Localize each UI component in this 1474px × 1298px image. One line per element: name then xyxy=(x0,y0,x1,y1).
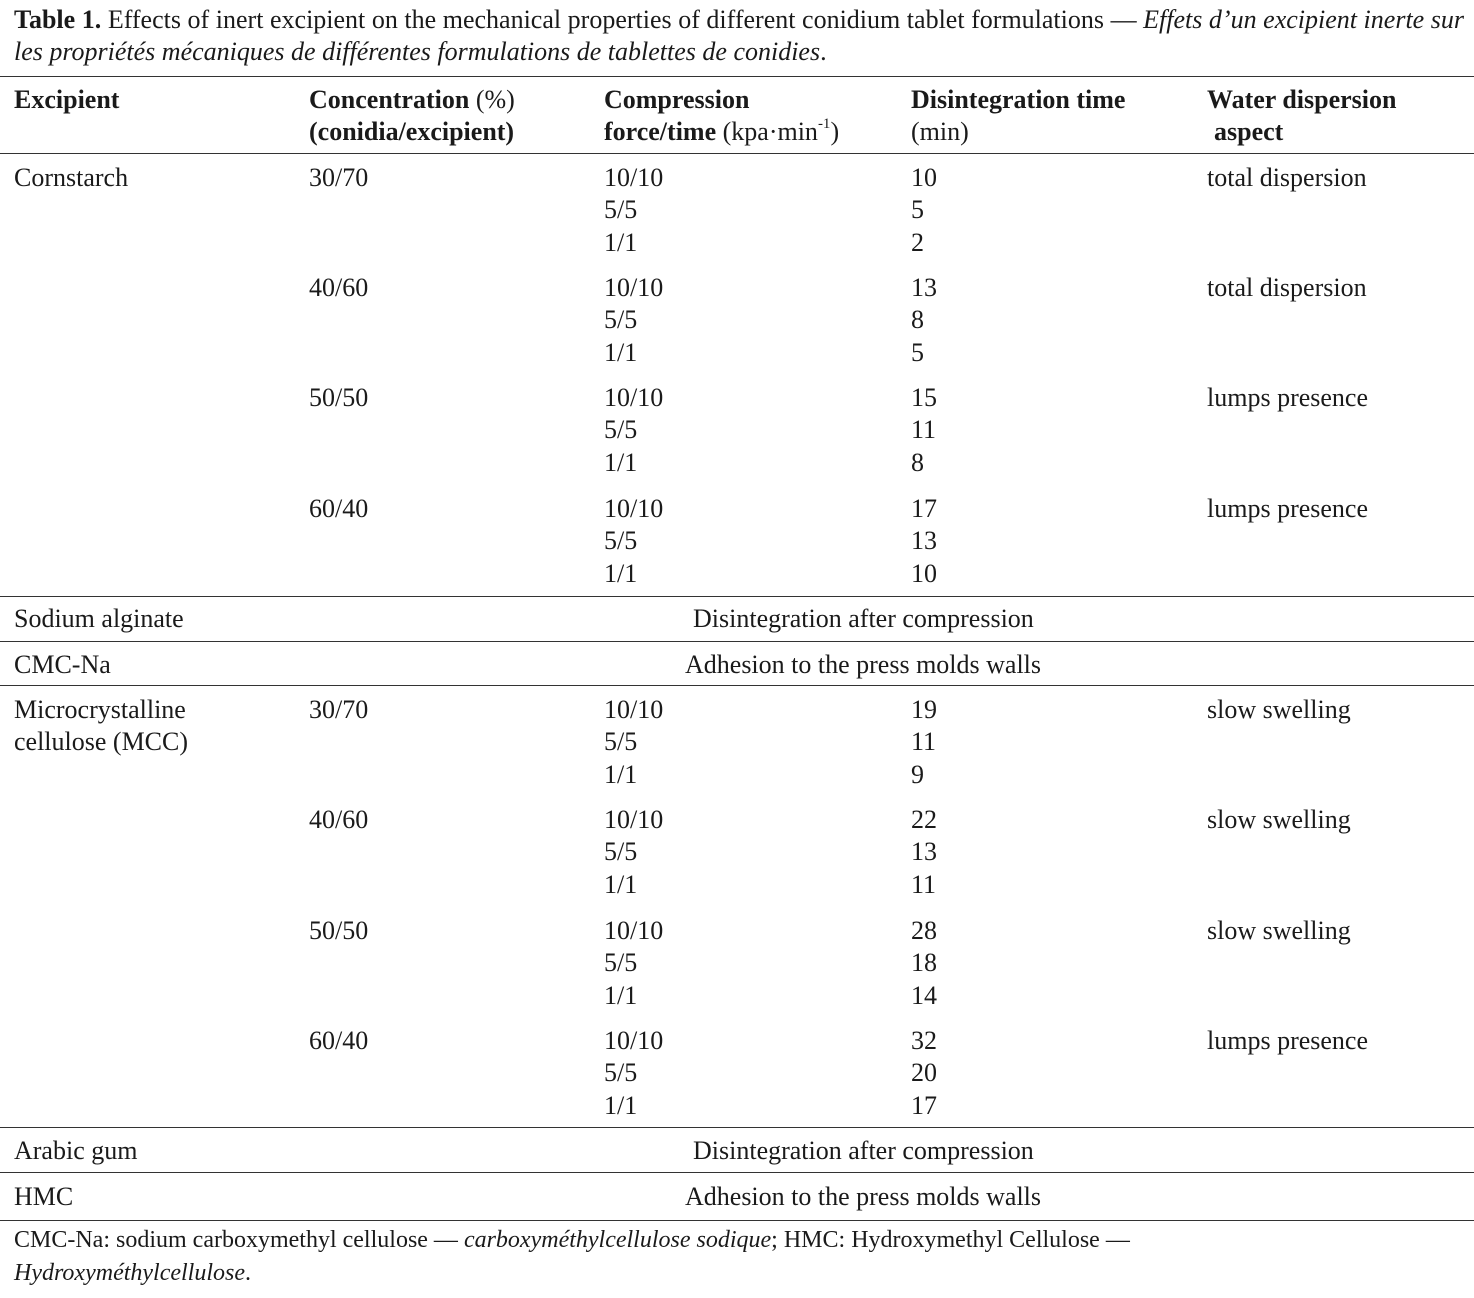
force-cell: 5/5 xyxy=(604,305,638,335)
conc-cell: 40/60 xyxy=(309,273,369,302)
time-stack xyxy=(911,694,937,791)
conc-cell: 30/70 xyxy=(309,695,369,724)
time-cell: 11 xyxy=(911,727,937,757)
aspect-cell: lumps presence xyxy=(1207,383,1369,412)
force-cell: 5/5 xyxy=(604,948,638,978)
force-cell: 10/10 xyxy=(604,383,664,412)
force-cell: 5/5 xyxy=(604,415,638,445)
header-excipient: Excipient xyxy=(14,85,120,114)
header-comp-close: ) xyxy=(830,117,840,146)
header-conc-title: Concentration xyxy=(309,85,470,114)
time-cell: 10 xyxy=(911,163,937,192)
aspect-cell: total dispersion xyxy=(1207,163,1367,192)
time-cell: 11 xyxy=(911,869,937,899)
footnote-end: . xyxy=(245,1260,252,1286)
force-cell: 10/10 xyxy=(604,916,664,945)
force-cell: 1/1 xyxy=(604,980,638,1010)
caption-text-fr: Effets d’un excipient inerte sur les propriétés mécaniques de différentes formulations de tablettes de conidies xyxy=(14,5,1465,66)
time-cell: 17 xyxy=(911,1090,937,1120)
force-cell: 10/10 xyxy=(604,805,664,834)
time-cell: 11 xyxy=(911,415,937,445)
force-stack xyxy=(604,804,663,901)
header-water-1: Water dispersion xyxy=(1207,85,1397,114)
force-cell: 1/1 xyxy=(604,447,638,477)
note-text: Disintegration after compression xyxy=(693,1136,1034,1165)
time-stack xyxy=(911,493,937,590)
aspect-cell: lumps presence xyxy=(1207,494,1369,523)
time-cell: 5 xyxy=(911,337,924,367)
conc-cell: 60/40 xyxy=(309,1026,369,1055)
bottom-rule xyxy=(0,1220,1474,1221)
force-cell: 5/5 xyxy=(604,837,638,867)
force-stack xyxy=(604,162,663,259)
note-excipient: Sodium alginate xyxy=(14,604,184,633)
header-comp-ft: force/time xyxy=(604,117,717,146)
force-cell: 1/1 xyxy=(604,1090,638,1120)
header-disintegration xyxy=(911,84,1125,148)
header-water xyxy=(1207,84,1396,148)
aspect-cell: lumps presence xyxy=(1207,1026,1369,1055)
footnote-b: ; HMC: Hydroxymethyl Cellulose — xyxy=(771,1227,1130,1253)
row-rule xyxy=(0,1172,1474,1173)
group-excipient-line: Microcrystalline xyxy=(14,695,186,724)
force-cell: 1/1 xyxy=(604,869,638,899)
force-cell: 5/5 xyxy=(604,526,638,556)
time-cell: 2 xyxy=(911,227,924,257)
header-water-2: aspect xyxy=(1214,117,1284,146)
time-cell: 14 xyxy=(911,980,937,1010)
force-cell: 1/1 xyxy=(604,759,638,789)
force-cell: 1/1 xyxy=(604,558,638,588)
force-cell: 5/5 xyxy=(604,195,638,225)
note-text: Adhesion to the press molds walls xyxy=(685,650,1042,679)
aspect-cell: slow swelling xyxy=(1207,805,1351,834)
conc-cell: 50/50 xyxy=(309,916,369,945)
force-cell: 10/10 xyxy=(604,163,664,192)
note-excipient: CMC-Na xyxy=(14,650,111,679)
force-stack xyxy=(604,694,663,791)
force-cell: 10/10 xyxy=(604,273,664,302)
force-cell: 5/5 xyxy=(604,1058,638,1088)
force-cell: 10/10 xyxy=(604,1026,664,1055)
header-comp-unit: (kpa·min xyxy=(722,117,818,146)
time-cell: 15 xyxy=(911,383,937,412)
row-rule xyxy=(0,596,1474,597)
force-cell: 10/10 xyxy=(604,494,664,523)
force-stack xyxy=(604,272,663,369)
force-cell: 10/10 xyxy=(604,695,664,724)
footnote-a: CMC-Na: sodium carboxymethyl cellulose — xyxy=(14,1227,458,1253)
header-comp-title: Compression xyxy=(604,85,750,114)
header-conc-ratio: (conidia/excipient) xyxy=(309,117,515,146)
header-compression xyxy=(604,84,839,148)
time-stack xyxy=(911,272,937,369)
footnote-a-fr: carboxyméthylcellulose sodique xyxy=(463,1227,772,1253)
caption-label: Table 1. xyxy=(14,5,102,34)
aspect-cell: total dispersion xyxy=(1207,273,1367,302)
time-stack xyxy=(911,382,937,479)
aspect-cell: slow swelling xyxy=(1207,916,1351,945)
row-rule xyxy=(0,641,1474,642)
note-text: Adhesion to the press molds walls xyxy=(685,1182,1042,1211)
top-rule xyxy=(0,76,1474,77)
time-cell: 5 xyxy=(911,195,924,225)
force-stack xyxy=(604,1025,663,1122)
header-dis-title: Disintegration time xyxy=(911,85,1126,114)
time-cell: 28 xyxy=(911,916,937,945)
row-rule xyxy=(0,685,1474,686)
note-excipient: Arabic gum xyxy=(14,1136,138,1165)
force-stack xyxy=(604,382,663,479)
table-caption xyxy=(14,4,1464,68)
conc-cell: 30/70 xyxy=(309,163,369,192)
header-conc-unit: (%) xyxy=(475,85,515,114)
header-rule xyxy=(0,153,1474,154)
time-cell: 10 xyxy=(911,558,937,588)
time-cell: 13 xyxy=(911,837,937,867)
header-dis-unit: (min) xyxy=(911,117,969,146)
caption-end: . xyxy=(820,37,827,66)
force-stack xyxy=(604,493,663,590)
time-cell: 13 xyxy=(911,526,937,556)
header-concentration xyxy=(309,84,515,148)
time-cell: 13 xyxy=(911,273,937,302)
time-cell: 22 xyxy=(911,805,937,834)
time-cell: 9 xyxy=(911,759,924,789)
force-cell: 1/1 xyxy=(604,227,638,257)
time-stack xyxy=(911,1025,937,1122)
time-cell: 20 xyxy=(911,1058,937,1088)
force-cell: 5/5 xyxy=(604,727,638,757)
note-excipient: HMC xyxy=(14,1182,74,1211)
conc-cell: 40/60 xyxy=(309,805,369,834)
note-text: Disintegration after compression xyxy=(693,604,1034,633)
time-cell: 18 xyxy=(911,948,937,978)
time-cell: 19 xyxy=(911,695,937,724)
conc-cell: 60/40 xyxy=(309,494,369,523)
header-comp-sup: -1 xyxy=(817,116,831,133)
force-cell: 1/1 xyxy=(604,337,638,367)
footnote-b-fr: Hydroxyméthylcellulose xyxy=(14,1260,246,1286)
time-stack xyxy=(911,804,937,901)
table-footnote xyxy=(14,1224,1434,1290)
force-stack xyxy=(604,915,663,1012)
time-cell: 8 xyxy=(911,447,924,477)
row-rule xyxy=(0,1127,1474,1128)
time-cell: 17 xyxy=(911,494,937,523)
conc-cell: 50/50 xyxy=(309,383,369,412)
group-excipient xyxy=(14,694,188,758)
time-cell: 8 xyxy=(911,305,924,335)
caption-text: Effects of inert excipient on the mechanical properties of different conidium tablet formulations — xyxy=(107,5,1137,34)
group-excipient-line: cellulose (MCC) xyxy=(14,727,189,756)
time-stack xyxy=(911,162,937,259)
time-stack xyxy=(911,915,937,1012)
group-excipient: Cornstarch xyxy=(14,163,129,192)
time-cell: 32 xyxy=(911,1026,937,1055)
aspect-cell: slow swelling xyxy=(1207,695,1351,724)
